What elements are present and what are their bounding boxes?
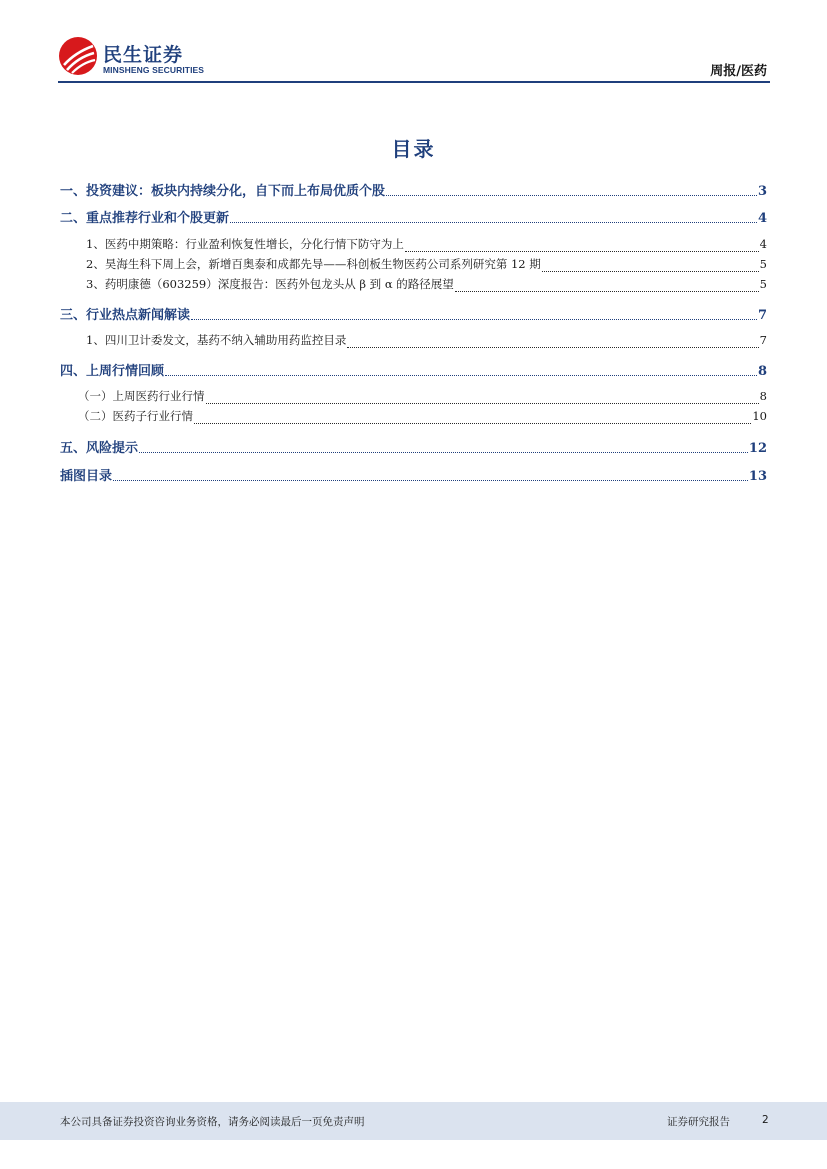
toc-entry-page: 4 — [759, 237, 767, 251]
toc-entry-page: 12 — [748, 441, 767, 456]
toc-entry-page: 7 — [757, 308, 767, 323]
report-category: 周报/医药 — [710, 64, 767, 79]
company-logo — [58, 36, 218, 80]
toc-entry-page: 7 — [759, 333, 767, 347]
toc-entry-page: 3 — [757, 184, 767, 199]
toc-entry-page: 5 — [759, 277, 767, 291]
footer-page-number: 2 — [762, 1114, 769, 1126]
toc-leader-dots — [542, 271, 759, 272]
toc-entry-subsection-3-1[interactable] — [86, 332, 767, 352]
footer-disclaimer: 本公司具备证券投资咨询业务资格，请务必阅读最后一页免责声明 — [60, 1116, 365, 1128]
toc-leader-dots — [206, 403, 759, 404]
toc-title: 目录 — [391, 137, 436, 161]
toc-entry-page: 4 — [757, 211, 767, 226]
toc-entry-label: 2、昊海生科下周上会，新增百奥泰和成都先导——科创板生物医药公司系列研究第 12 期 — [86, 257, 541, 271]
toc-leader-dots — [230, 222, 757, 223]
toc-leader-dots — [405, 251, 759, 252]
toc-leader-dots — [191, 319, 757, 320]
toc-entry-page: 5 — [759, 257, 767, 271]
toc-entry-page: 13 — [748, 469, 767, 484]
toc-entry-figure-list[interactable] — [60, 465, 767, 485]
toc-entry-label: 五、风险提示 — [60, 441, 139, 456]
toc-entry-subsection-4-2[interactable] — [78, 408, 767, 428]
toc-entry-section-3[interactable] — [60, 304, 767, 324]
toc-leader-dots — [194, 423, 751, 424]
toc-entry-page: 8 — [759, 389, 767, 403]
toc-leader-dots — [139, 452, 748, 453]
page-header — [0, 0, 827, 84]
toc-entry-section-2[interactable] — [60, 207, 767, 227]
logo-chinese-name: 民生证券 — [103, 44, 184, 66]
toc-entry-section-1[interactable] — [60, 180, 767, 200]
toc-entry-section-5[interactable] — [60, 437, 767, 457]
toc-leader-dots — [455, 291, 759, 292]
logo-english-name: MINSHENG SECURITIES — [103, 65, 205, 75]
toc-leader-dots — [347, 347, 758, 348]
toc-entry-page: 8 — [757, 364, 767, 379]
toc-entry-label: 三、行业热点新闻解读 — [60, 308, 191, 323]
toc-entry-label: 3、药明康德（603259）深度报告：医药外包龙头从 β 到 α 的路径展望 — [86, 277, 454, 291]
toc-entry-label: 1、医药中期策略：行业盈利恢复性增长，分化行情下防守为上 — [86, 237, 404, 251]
toc-leader-dots — [386, 195, 757, 196]
header-divider — [58, 81, 770, 83]
toc-entry-label: （二）医药子行业行情 — [78, 409, 193, 423]
toc-entry-page: 10 — [752, 409, 767, 423]
toc-entry-subsection-2-1[interactable] — [86, 236, 767, 256]
toc-entry-subsection-2-2[interactable] — [86, 256, 767, 276]
toc-leader-dots — [113, 480, 748, 481]
toc-entry-subsection-4-1[interactable] — [78, 388, 767, 408]
toc-entry-label: 插图目录 — [60, 469, 113, 484]
logo-emblem-icon — [58, 36, 98, 76]
toc-entry-label: （一）上周医药行业行情 — [78, 389, 205, 403]
toc-entry-subsection-2-3[interactable] — [86, 276, 767, 296]
toc-entry-label: 一、投资建议：板块内持续分化，自下而上布局优质个股 — [60, 184, 386, 199]
toc-entry-label: 二、重点推荐行业和个股更新 — [60, 211, 230, 226]
toc-leader-dots — [165, 375, 757, 376]
footer-report-type: 证券研究报告 — [667, 1116, 730, 1128]
toc-entry-label: 1、四川卫计委发文，基药不纳入辅助用药监控目录 — [86, 333, 347, 347]
page-footer — [0, 1102, 827, 1140]
toc-entry-section-4[interactable] — [60, 360, 767, 380]
toc-entry-label: 四、上周行情回顾 — [60, 364, 165, 379]
